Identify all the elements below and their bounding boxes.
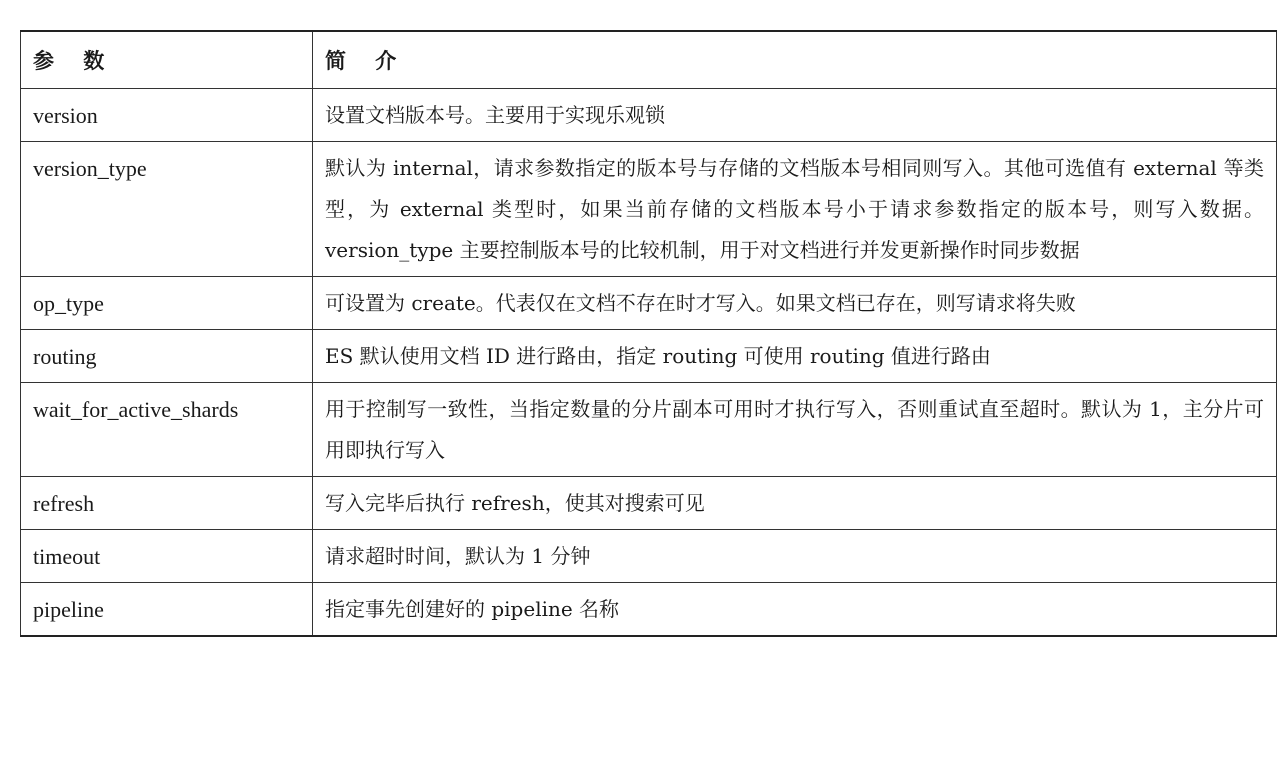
desc-cell: 写入完毕后执行 refresh，使其对搜索可见 xyxy=(313,477,1277,530)
param-cell: pipeline xyxy=(21,583,313,637)
param-cell: wait_for_active_shards xyxy=(21,383,313,477)
desc-cell: 请求超时时间，默认为 1 分钟 xyxy=(313,530,1277,583)
table-row xyxy=(21,477,1277,530)
desc-cell: 指定事先创建好的 pipeline 名称 xyxy=(313,583,1277,637)
table-header-row xyxy=(21,31,1277,89)
desc-cell: 可设置为 create。代表仅在文档不存在时才写入。如果文档已存在，则写请求将失败 xyxy=(313,277,1277,330)
table-row xyxy=(21,530,1277,583)
param-cell: op_type xyxy=(21,277,313,330)
param-cell: refresh xyxy=(21,477,313,530)
table-row xyxy=(21,142,1277,277)
param-cell: timeout xyxy=(21,530,313,583)
desc-cell: 设置文档版本号。主要用于实现乐观锁 xyxy=(313,89,1277,142)
param-cell: version_type xyxy=(21,142,313,277)
parameter-table-container xyxy=(20,30,1276,637)
table-row xyxy=(21,383,1277,477)
param-cell: routing xyxy=(21,330,313,383)
table-row xyxy=(21,277,1277,330)
header-param: 参 数 xyxy=(21,31,313,89)
desc-cell: 默认为 internal，请求参数指定的版本号与存储的文档版本号相同则写入。其他可选值有 external 等类型，为 external 类型时，如果当前存储的文档版本号小于请求参数指定的版本号，则写入数据。version_type 主要控制版本号的比较机制，用于对文档进行并发更新操作时同步数据 xyxy=(313,142,1277,277)
table-row xyxy=(21,89,1277,142)
parameter-table xyxy=(20,30,1277,637)
desc-cell: ES 默认使用文档 ID 进行路由，指定 routing 可使用 routing 值进行路由 xyxy=(313,330,1277,383)
table-row xyxy=(21,330,1277,383)
table-row xyxy=(21,583,1277,637)
param-cell: version xyxy=(21,89,313,142)
desc-cell: 用于控制写一致性，当指定数量的分片副本可用时才执行写入，否则重试直至超时。默认为 1，主分片可用即执行写入 xyxy=(313,383,1277,477)
header-desc: 简 介 xyxy=(313,31,1277,89)
